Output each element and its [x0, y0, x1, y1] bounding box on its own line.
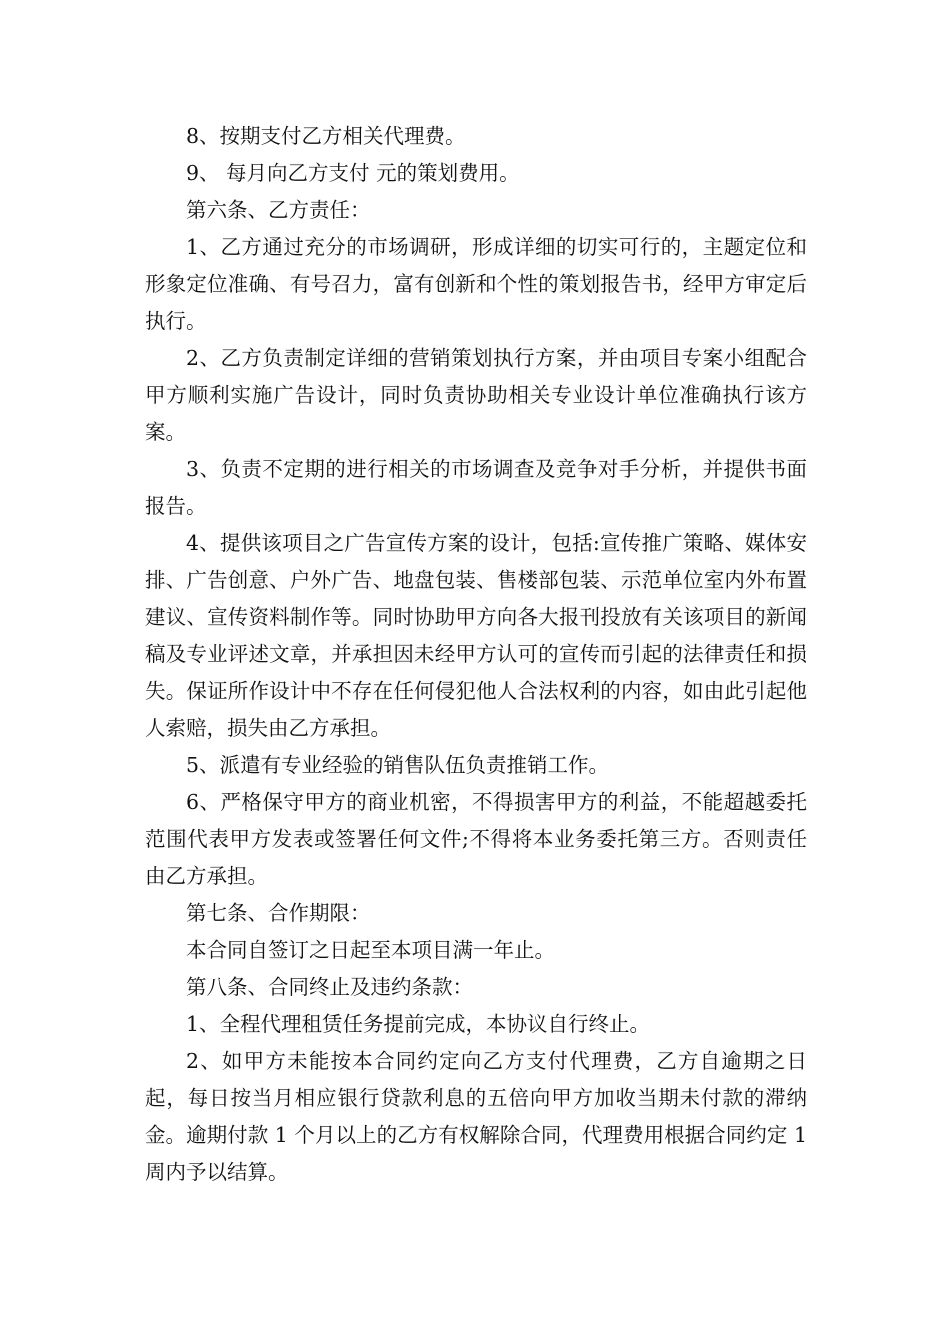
document-body [145, 118, 807, 1191]
article-6-item-1: 1、乙方通过充分的市场调研，形成详细的切实可行的，主题定位和形象定位准确、有号召力，富有创新和个性的策划报告书，经甲方审定后执行。 [145, 235, 807, 333]
article-6-item-4: 4、提供该项目之广告宣传方案的设计，包括:宣传推广策略、媒体安排、广告创意、户外广告、地盘包装、售楼部包装、示范单位室内外布置建议、宣传资料制作等。同时协助甲方向各大报刊投放有关该项目的新闻稿及专业评述文章，并承担因未经甲方认可的宣传而引起的法律责任和损失。保证所作设计中不存在任何侵犯他人合法权利的内容，如由此引起他人索赔，损失由乙方承担。 [145, 531, 807, 740]
clause-9-planning-fee: 9、 每月向乙方支付 元的策划费用。 [186, 161, 520, 185]
clause-8-payment: 8、按期支付乙方相关代理费。 [186, 124, 466, 148]
article-7-heading: 第七条、合作期限： [186, 901, 371, 925]
article-8-item-1: 1、全程代理租赁任务提前完成，本协议自行终止。 [186, 1012, 651, 1036]
article-6-item-3: 3、负责不定期的进行相关的市场调查及竞争对手分析，并提供书面报告。 [145, 457, 807, 518]
article-8-heading: 第八条、合同终止及违约条款： [186, 975, 473, 999]
article-8-item-2: 2、如甲方未能按本合同约定向乙方支付代理费，乙方自逾期之日起，每日按当月相应银行贷款利息的五倍向甲方加收当期未付款的滞纳金。逾期付款 1 个月以上的乙方有权解除合同，代理费用根据合同约定 1 周内予以结算。 [145, 1049, 807, 1184]
article-6-heading: 第六条、乙方责任： [186, 198, 371, 222]
article-6-item-2: 2、乙方负责制定详细的营销策划执行方案，并由项目专案小组配合甲方顺利实施广告设计，同时负责协助相关专业设计单位准确执行该方案。 [145, 346, 807, 444]
article-6-item-6: 6、严格保守甲方的商业机密，不得损害甲方的利益，不能超越委托范围代表甲方发表或签署任何文件;不得将本业务委托第三方。否则责任由乙方承担。 [145, 790, 807, 888]
article-6-item-5: 5、派遣有专业经验的销售队伍负责推销工作。 [186, 753, 610, 777]
article-7-term: 本合同自签订之日起至本项目满一年止。 [186, 938, 555, 962]
